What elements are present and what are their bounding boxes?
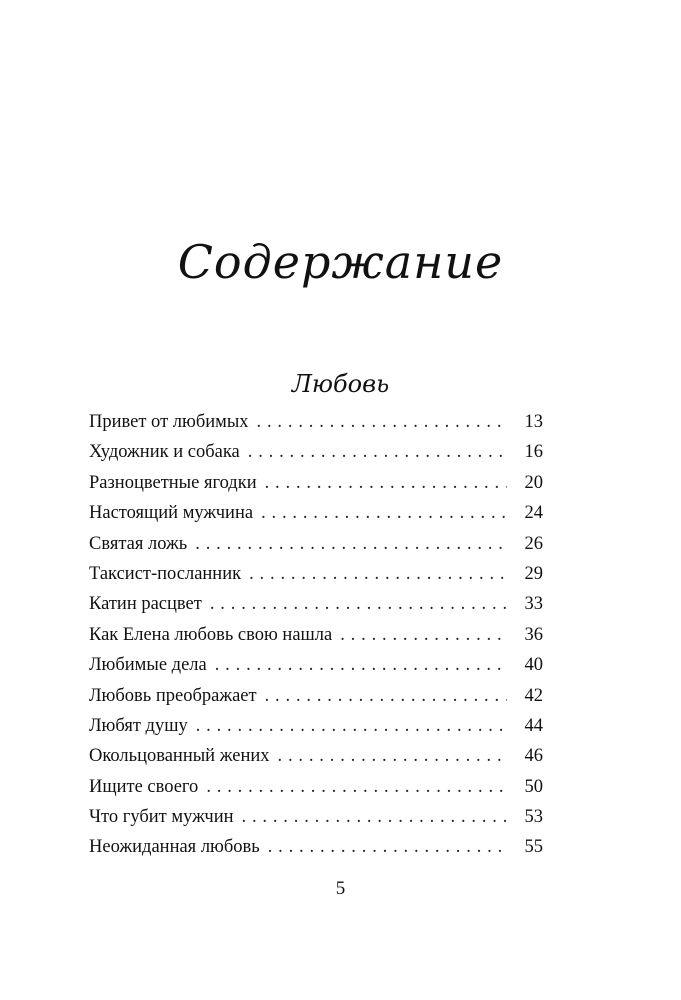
toc-entry: [89, 498, 543, 528]
dot-leader: [196, 711, 507, 741]
toc-entry: [89, 529, 543, 559]
toc-entry: [89, 589, 543, 619]
page-number: 5: [335, 878, 346, 899]
toc-entry-page: 46: [524, 746, 543, 767]
toc-entry: [89, 620, 543, 650]
section-heading: Любовь: [291, 370, 390, 398]
toc-entry-page: 24: [524, 503, 543, 524]
toc-entry-title: Катин расцвет: [89, 594, 202, 615]
toc-entry-title: Неожиданная любовь: [89, 837, 260, 858]
toc-entry-title: Разноцветные ягодки: [89, 472, 257, 493]
toc-entry-title: Как Елена любовь свою нашла: [89, 624, 333, 645]
toc-entry-page: 20: [524, 472, 543, 493]
dot-leader: [257, 407, 507, 437]
dot-leader: [195, 529, 507, 559]
dot-leader: [248, 437, 507, 467]
toc-entry: [89, 772, 543, 802]
toc-entry-title: Любовь преображает: [89, 685, 257, 706]
toc-entry-title: Святая ложь: [89, 533, 188, 554]
toc-entry-page: 13: [524, 412, 543, 432]
toc-entry-page: 29: [524, 563, 543, 584]
toc-entry: [89, 407, 543, 437]
table-of-contents: [89, 407, 543, 863]
toc-entry-page: 42: [524, 685, 543, 706]
dot-leader: [340, 620, 507, 650]
toc-entry-title: Ищите своего: [89, 776, 199, 797]
toc-entry-page: 55: [524, 837, 543, 858]
toc-entry-page: 16: [524, 442, 543, 463]
toc-entry-page: 40: [524, 655, 543, 676]
dot-leader: [261, 498, 507, 528]
toc-entry-title: Любят душу: [89, 715, 188, 736]
dot-leader: [206, 772, 507, 802]
toc-entry: [89, 468, 543, 498]
page-title: Содержание: [177, 235, 504, 289]
toc-entry-title: Что губит мужчин: [89, 807, 234, 828]
toc-entry: [89, 559, 543, 589]
dot-leader: [242, 802, 508, 832]
toc-entry-page: 36: [524, 624, 543, 645]
dot-leader: [249, 559, 507, 589]
toc-entry: [89, 741, 543, 771]
toc-entry-title: Окольцованный жених: [89, 746, 270, 767]
toc-entry-page: 33: [524, 594, 543, 615]
dot-leader: [265, 468, 507, 498]
toc-entry: [89, 711, 543, 741]
toc-entry-title: Привет от любимых: [89, 412, 249, 432]
dot-leader: [265, 681, 507, 711]
toc-entry-page: 50: [524, 776, 543, 797]
toc-entry-title: Художник и собака: [89, 442, 240, 463]
toc-entry-title: Таксист-посланник: [89, 563, 242, 584]
toc-entry: [89, 832, 543, 862]
toc-entry-title: Настоящий мужчина: [89, 503, 254, 524]
toc-entry: [89, 681, 543, 711]
dot-leader: [215, 650, 507, 680]
toc-entry-page: 26: [524, 533, 543, 554]
dot-leader: [268, 832, 507, 862]
toc-entry: [89, 650, 543, 680]
dot-leader: [210, 589, 507, 619]
toc-entry-page: 44: [524, 715, 543, 736]
toc-entry-title: Любимые дела: [89, 655, 207, 676]
toc-entry-page: 53: [524, 807, 543, 828]
toc-entry: [89, 802, 543, 832]
dot-leader: [278, 741, 508, 771]
toc-entry: [89, 437, 543, 467]
